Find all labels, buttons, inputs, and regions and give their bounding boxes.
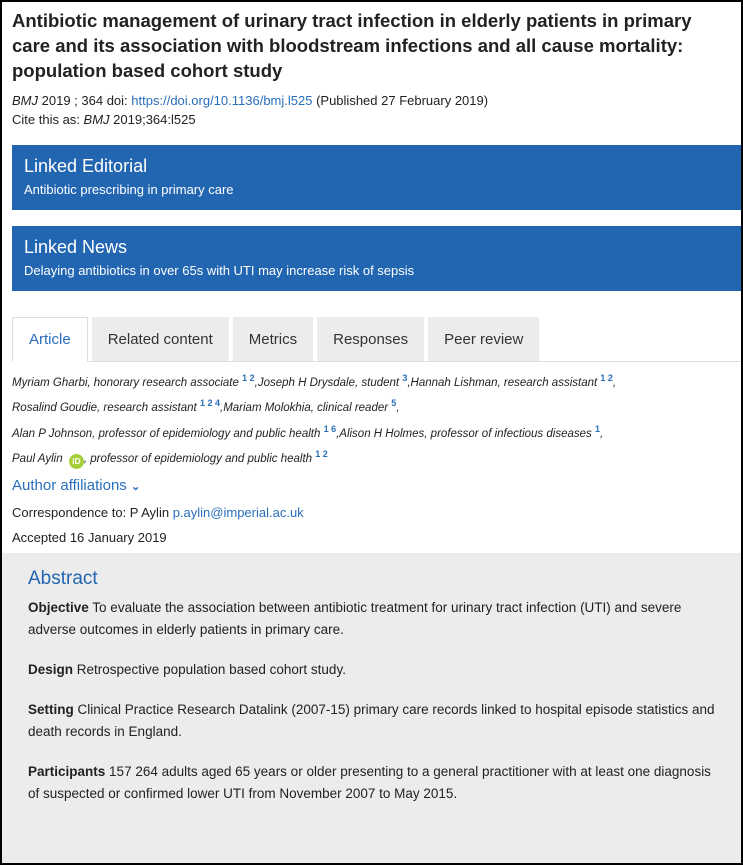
author-affiliation-ref[interactable]: 5 bbox=[391, 398, 397, 409]
author-line bbox=[12, 444, 741, 469]
orcid-icon[interactable]: iD bbox=[69, 454, 84, 469]
linked-editorial-link[interactable]: Antibiotic prescribing in primary care bbox=[24, 182, 234, 197]
author-name[interactable]: Myriam Gharbi, honorary research associate bbox=[12, 376, 239, 389]
correspondence bbox=[12, 503, 741, 522]
abstract-section bbox=[2, 553, 741, 865]
tab-responses[interactable]: Responses bbox=[317, 317, 424, 361]
abstract-design bbox=[28, 659, 725, 681]
tab-related-content[interactable]: Related content bbox=[92, 317, 229, 361]
year-volume: 2019 ; 364 bbox=[41, 93, 104, 108]
linked-editorial-title: Linked Editorial bbox=[24, 156, 148, 176]
objective-text: To evaluate the association between antibiotic treatment for urinary tract infection (UTI) and severe adverse outcomes in elderly patients in primary care. bbox=[28, 600, 682, 638]
author-name[interactable]: Alison H Holmes, professor of infectious diseases bbox=[339, 427, 592, 440]
linked-editorial-box[interactable] bbox=[12, 145, 743, 210]
author-line: Myriam Gharbi, honorary research associate $^{1 2}$,Joseph H Drysdale, student $^3$,Hannah Lishman, research assistant $^{1 2}$, bbox=[12, 373, 617, 389]
linked-news-title: Linked News bbox=[24, 237, 128, 257]
tab-article[interactable]: Article bbox=[12, 317, 88, 362]
publication-line bbox=[12, 91, 741, 110]
abstract-participants bbox=[28, 761, 725, 805]
author-affiliation-ref[interactable]: 3 bbox=[402, 373, 408, 383]
author-affiliations-label: Author affiliations bbox=[12, 477, 127, 495]
author-name[interactable]: Joseph H Drysdale, student bbox=[257, 376, 400, 389]
author-name[interactable]: Paul Aylin bbox=[12, 452, 63, 465]
cite-journal: BMJ bbox=[83, 112, 110, 127]
correspondence-email-link[interactable]: p.aylin@imperial.ac.uk bbox=[172, 505, 304, 521]
abstract-heading: Abstract bbox=[28, 568, 98, 590]
citation-meta bbox=[12, 91, 741, 129]
linked-news-link[interactable]: Delaying antibiotics in over 65s with UTI may increase risk of sepsis bbox=[24, 263, 415, 278]
objective-label: Objective bbox=[28, 600, 89, 616]
author-line: Rosalind Goudie, research assistant $^{1 2 4}$,Mariam Molokhia, clinical reader $^5$, bbox=[12, 398, 400, 415]
chevron-down-icon: ⌄ bbox=[130, 481, 141, 494]
abstract-objective bbox=[28, 597, 725, 641]
article-tabs bbox=[12, 317, 743, 362]
doi-label: doi: bbox=[106, 93, 128, 108]
author-affiliation-ref[interactable]: 1 2 bbox=[242, 373, 255, 383]
author-name[interactable]: Hannah Lishman, research assistant bbox=[410, 376, 598, 389]
journal-name: BMJ bbox=[12, 93, 38, 108]
setting-text: Clinical Practice Research Datalink (2007-15) primary care records linked to hospital episode statistics and death records in England. bbox=[28, 702, 715, 740]
cite-reference: 2019;364:l525 bbox=[113, 112, 196, 127]
author-affiliation-ref[interactable]: 1 2 4 bbox=[199, 398, 220, 409]
linked-news-box[interactable] bbox=[12, 226, 743, 291]
article-container bbox=[2, 8, 741, 865]
author-name[interactable]: Mariam Molokhia, clinical reader bbox=[223, 402, 389, 415]
author-role: , professor of epidemiology and public health bbox=[83, 452, 313, 465]
author-name[interactable]: Alan P Johnson, professor of epidemiology and public health bbox=[12, 427, 321, 440]
setting-label: Setting bbox=[28, 702, 74, 718]
cite-prefix: Cite this as: bbox=[12, 112, 80, 127]
published-date: (Published 27 February 2019) bbox=[316, 93, 489, 108]
author-line: Alan P Johnson, professor of epidemiology and public health $^{1 6}$,Alison H Holmes, professor of infectious diseases $^1$, bbox=[12, 423, 604, 440]
author-affiliation-ref[interactable]: 1 6 bbox=[323, 423, 337, 434]
doi-link[interactable]: https://doi.org/10.1136/bmj.l525 bbox=[131, 93, 313, 108]
participants-label: Participants bbox=[28, 764, 106, 780]
cite-line bbox=[12, 110, 741, 129]
tab-peer-review[interactable]: Peer review bbox=[428, 317, 539, 361]
design-label: Design bbox=[28, 662, 74, 678]
author-affiliations-toggle[interactable] bbox=[12, 476, 741, 497]
author-affiliation-ref[interactable]: 1 2 bbox=[315, 448, 328, 459]
design-text: Retrospective population based cohort study. bbox=[76, 662, 346, 678]
author-name[interactable]: Rosalind Goudie, research assistant bbox=[12, 402, 197, 415]
article-title: Antibiotic management of urinary tract infection in elderly patients in primary care and its association with bloodstream infections and all cause mortality: population based cohort study bbox=[12, 10, 692, 81]
author-affiliation-ref[interactable]: 1 2 bbox=[600, 373, 613, 383]
tab-metrics[interactable]: Metrics bbox=[233, 317, 313, 361]
participants-text: 157 264 adults aged 65 years or older presenting to a general practitioner with at least one diagnosis of suspected or confirmed lower UTI from November 2007 to May 2015. bbox=[28, 764, 711, 802]
correspondence-label: Correspondence to: P Aylin bbox=[12, 505, 170, 521]
accepted-date: Accepted 16 January 2019 bbox=[12, 530, 167, 546]
author-list bbox=[12, 368, 741, 469]
abstract-setting bbox=[28, 699, 725, 743]
author-affiliation-ref[interactable]: 1 bbox=[594, 423, 600, 434]
